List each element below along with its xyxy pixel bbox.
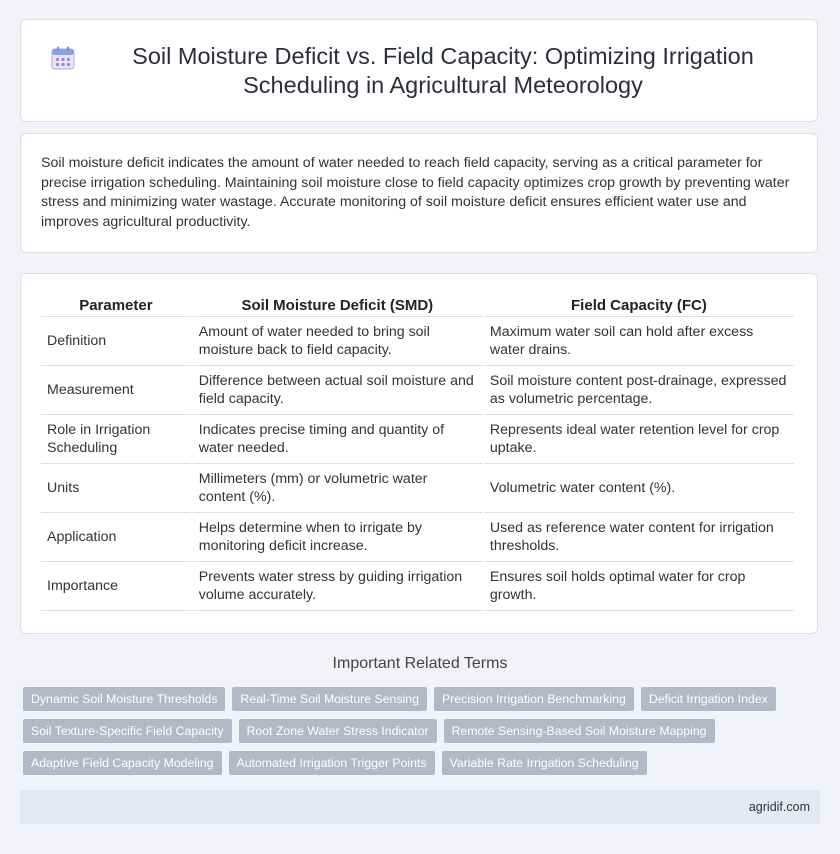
tag-row xyxy=(23,687,823,711)
table-cell: Units xyxy=(41,464,191,513)
tag-row xyxy=(23,719,823,743)
column-header: Soil Moisture Deficit (SMD) xyxy=(193,294,482,317)
column-header: Field Capacity (FC) xyxy=(484,294,794,317)
related-term-tag[interactable]: Remote Sensing-Based Soil Moisture Mapping xyxy=(444,719,715,743)
table-cell: Definition xyxy=(41,317,191,366)
header-card xyxy=(20,19,818,122)
tag-row xyxy=(23,751,823,775)
related-term-tag[interactable]: Deficit Irrigation Index xyxy=(641,687,776,711)
table-row xyxy=(41,513,794,562)
table-cell: Volumetric water content (%). xyxy=(484,464,794,513)
table-cell: Amount of water needed to bring soil moisture back to field capacity. xyxy=(193,317,482,366)
related-term-tag[interactable]: Adaptive Field Capacity Modeling xyxy=(23,751,222,775)
table-cell: Prevents water stress by guiding irrigation volume accurately. xyxy=(193,562,482,611)
table-cell: Difference between actual soil moisture and field capacity. xyxy=(193,366,482,415)
table-cell: Represents ideal water retention level for crop uptake. xyxy=(484,415,794,464)
table-cell: Measurement xyxy=(41,366,191,415)
table-row xyxy=(41,415,794,464)
table-cell: Role in Irrigation Scheduling xyxy=(41,415,191,464)
calendar-icon xyxy=(50,45,76,71)
related-term-tag[interactable]: Automated Irrigation Trigger Points xyxy=(229,751,435,775)
table-cell: Indicates precise timing and quantity of water needed. xyxy=(193,415,482,464)
comparison-table xyxy=(39,294,796,611)
table-cell: Helps determine when to irrigate by monitoring deficit increase. xyxy=(193,513,482,562)
related-term-tag[interactable]: Dynamic Soil Moisture Thresholds xyxy=(23,687,225,711)
footer xyxy=(20,790,820,824)
related-term-tag[interactable]: Real-Time Soil Moisture Sensing xyxy=(232,687,427,711)
related-term-tag[interactable]: Soil Texture-Specific Field Capacity xyxy=(23,719,232,743)
table-cell: Ensures soil holds optimal water for crop growth. xyxy=(484,562,794,611)
table-cell: Used as reference water content for irrigation thresholds. xyxy=(484,513,794,562)
table-cell: Application xyxy=(41,513,191,562)
related-terms-list xyxy=(23,687,823,783)
table-row xyxy=(41,317,794,366)
table-cell: Importance xyxy=(41,562,191,611)
table-cell: Maximum water soil can hold after excess water drains. xyxy=(484,317,794,366)
table-row xyxy=(41,464,794,513)
summary-text: Soil moisture deficit indicates the amount of water needed to reach field capacity, serving as a critical parameter for precise irrigation scheduling. Maintaining soil moisture close to field capacity optimizes crop growth by preventing water stress and minimizing water wastage. Accurate monitoring of soil moisture deficit ensures efficient water use and improves agricultural productivity. xyxy=(41,155,790,230)
related-term-tag[interactable]: Variable Rate Irrigation Scheduling xyxy=(442,751,647,775)
table-cell: Millimeters (mm) or volumetric water content (%). xyxy=(193,464,482,513)
related-term-tag[interactable]: Precision Irrigation Benchmarking xyxy=(434,687,634,711)
page-title: Soil Moisture Deficit vs. Field Capacity: Optimizing Irrigation Scheduling in Agricultural Meteorology xyxy=(132,42,754,98)
related-term-tag[interactable]: Root Zone Water Stress Indicator xyxy=(239,719,437,743)
table-header-row xyxy=(41,294,794,317)
column-header: Parameter xyxy=(41,294,191,317)
table-cell: Soil moisture content post-drainage, expressed as volumetric percentage. xyxy=(484,366,794,415)
related-terms-heading: Important Related Terms xyxy=(332,655,508,672)
footer-site-link[interactable]: agridif.com xyxy=(748,800,810,814)
table-row xyxy=(41,562,794,611)
comparison-table-card xyxy=(20,273,818,634)
table-row xyxy=(41,366,794,415)
summary-card xyxy=(20,133,818,253)
